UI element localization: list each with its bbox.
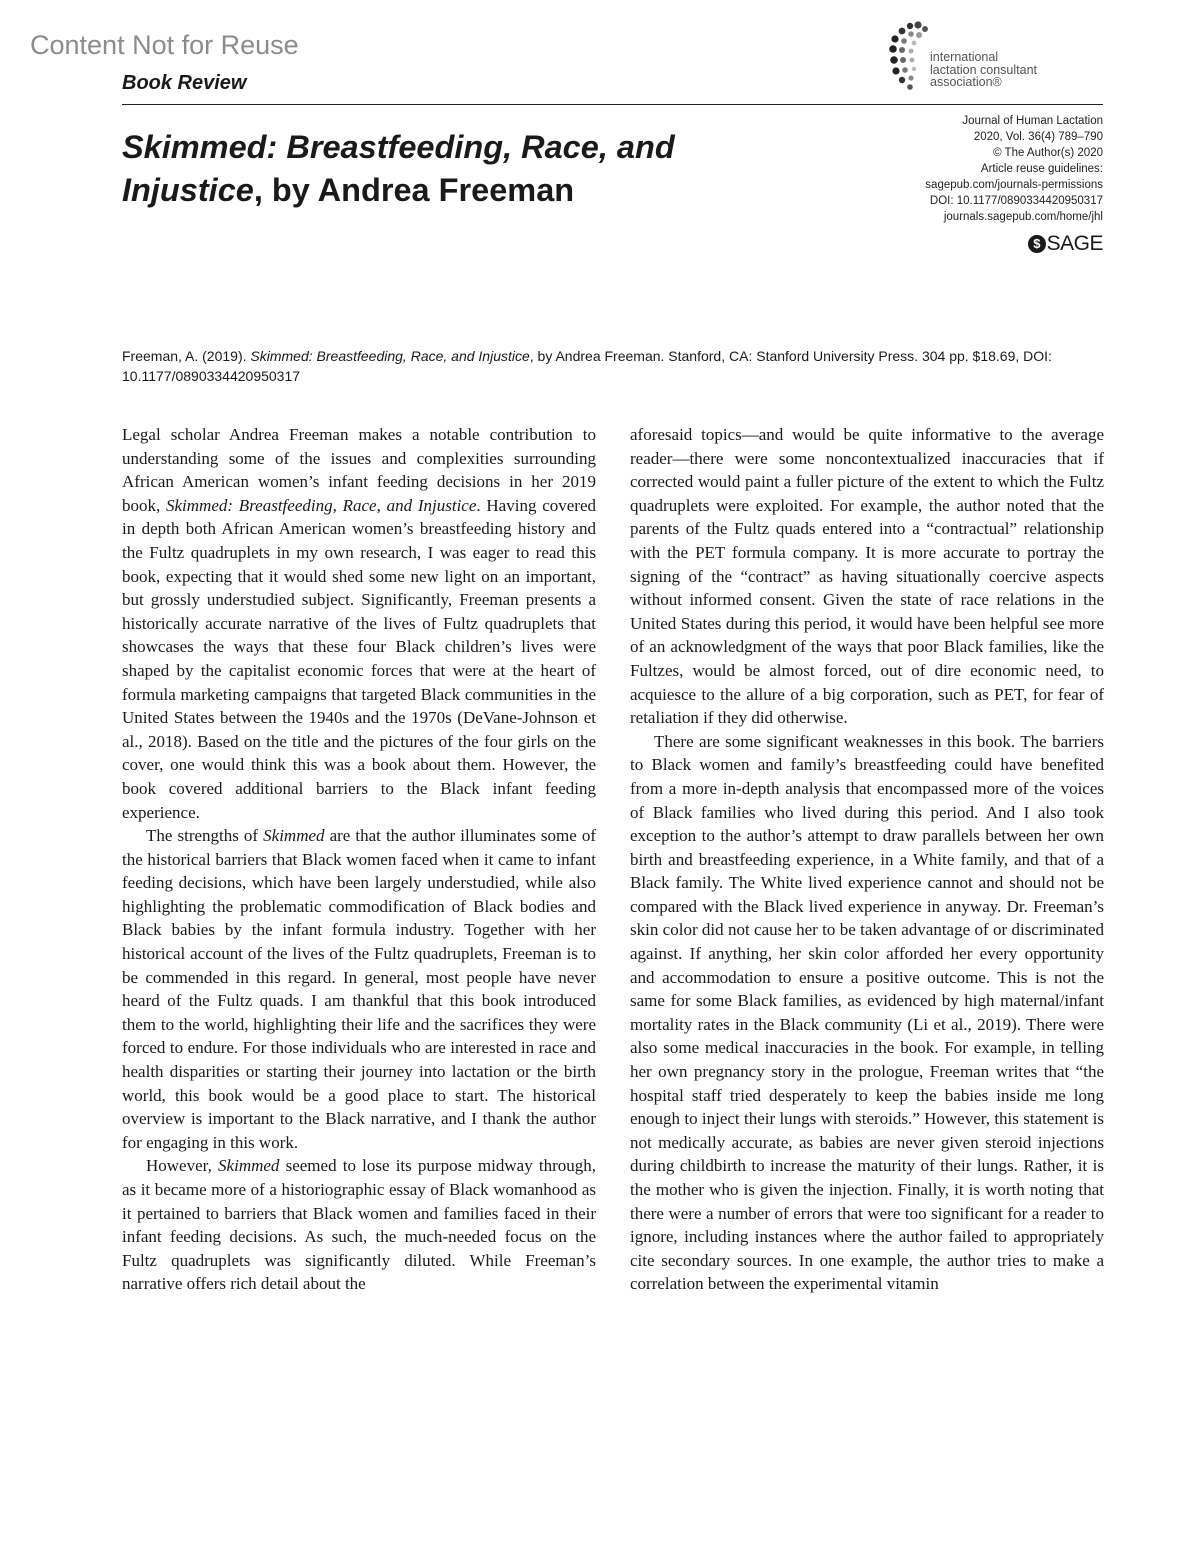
article-title <box>122 126 762 212</box>
logo-line: association® <box>930 75 1002 89</box>
journal-info <box>925 113 1103 225</box>
paragraph-text: The strengths of <box>146 826 264 846</box>
journal-info-line: journals.sagepub.com/home/jhl <box>943 211 1103 223</box>
logo-wordmark <box>930 51 1037 89</box>
journal-info-line: Article reuse guidelines: <box>980 163 1103 175</box>
paragraph-text: aforesaid topics—and would be quite informative to the average reader—there were some noncontextualized inaccuracies that if corrected would paint a fuller picture of the extent to which the Fultz quadruplets were exploited. For example, the author noted that the parents of the Fultz quads entered into a “contractual” relationship with the PET formula company. It is more accurate to portray the signing of the “contract” as having situationally coercive aspects without informed consent. Given the state of race relations in the United States during this period, it would have been helpful see more of an acknowledgment of the ways that poor Black families, like the Fultzes, would be almost forced, out of dire economic need, to acquiesce to the allure of a big corporation, such as PET, for fear of retaliation if they did otherwise. <box>630 425 1104 728</box>
sage-s-icon: $ <box>1028 235 1046 253</box>
sage-logo <box>1028 232 1103 256</box>
body-paragraph <box>122 824 596 1154</box>
journal-info-line: 2020, Vol. 36(4) 789–790 <box>973 131 1103 143</box>
watermark: Content Not for Reuse <box>30 30 299 60</box>
title-author: , by Andrea Freeman <box>253 172 575 208</box>
journal-info-line: DOI: 10.1177/0890334420950317 <box>929 195 1103 207</box>
sage-wordmark: SAGE <box>1046 232 1103 255</box>
book-citation <box>122 346 1107 386</box>
body-column-right <box>630 423 1104 1296</box>
header-rule <box>122 104 1103 105</box>
title-book-name: Skimmed: Breastfeeding, Race, and Injustice <box>122 129 675 208</box>
body-column-left <box>122 423 596 1296</box>
journal-info-line: © The Author(s) 2020 <box>993 147 1103 159</box>
citation-book-title: Skimmed: Breastfeeding, Race, and Injustice <box>250 348 530 364</box>
italic-text: Skimmed <box>218 1156 280 1176</box>
paragraph-text: . Having covered in depth both African American women’s breastfeeding history and the Fultz quadruplets in my own research, I was eager to read this book, expecting that it would shed some new light on an important, but grossly understudied subject. Significantly, Freeman presents a historically accurate narrative of the lives of Fultz quadruplets that showcases the ways that these four Black children’s lives were shaped by the capitalist economic forces that were at the heart of formula marketing campaigns that targeted Black communities in the United States between the 1940s and the 1970s (DeVane-Johnson et al., 2018). Based on the title and the pictures of the four girls on the cover, one would think this was a book about them. However, the book covered additional barriers to the Black infant feeding experience. <box>122 495 597 822</box>
italic-text: Skimmed <box>263 826 325 846</box>
body-paragraph <box>630 730 1104 1296</box>
body-paragraph <box>122 423 596 824</box>
section-label: Book Review <box>122 72 247 94</box>
journal-info-line: Journal of Human Lactation <box>962 115 1103 127</box>
ilca-logo <box>888 20 1078 92</box>
citation-publisher-info: , by Andrea Freeman. Stanford, CA: Stanford University Press. 304 pp. $18.69, DOI: 10.1177/0890334420950317 <box>122 348 1052 384</box>
citation-author-year: Freeman, A. (2019). <box>122 348 251 364</box>
journal-info-line: sagepub.com/journals-permissions <box>925 179 1103 191</box>
logo-line: international <box>930 50 999 64</box>
italic-text: Skimmed: Breastfeeding, Race, and Injustice <box>166 495 477 515</box>
body-paragraph <box>630 423 1104 730</box>
paragraph-text: seemed to lose its purpose midway through, as it became more of a historiographic essay of Black womanhood as it pertained to barriers that Black women and families faced in their infant feeding decisions. As such, the much-needed focus on the Fultz quadruplets was significantly diluted. While Freeman’s narrative offers rich detail about the <box>122 1156 596 1294</box>
paragraph-text: There are some significant weaknesses in this book. The barriers to Black women and family’s breastfeeding could have benefited from a more in-depth analysis that encompassed more of the voices of Black families who lived during this period. And I also took exception to the author’s attempt to draw parallels between her own birth and breastfeeding experience, in a White family, and that of a Black family. The White lived experience cannot and should not be compared with the Black lived experience in anyway. Dr. Freeman’s skin color did not cause her to be taken advantage of or discriminated against. If anything, her skin color afforded her every opportunity and accommodation to ensure a positive outcome. This is not the same for some Black families, as evidenced by high maternal/infant mortality rates in the Black community (Li et al., 2019). There were also some medical inaccuracies in the book. For example, in telling her own pregnancy story in the prologue, Freeman writes that “the hospital staff tried desperately to keep the babies inside me long enough to inject their lungs with steroids.” However, this statement is not medically accurate, as babies are never given steroid injections during childbirth to increase the maturity of their lungs. Rather, it is the mother who is given the injection. Finally, it is worth noting that there were a number of errors that were too significant for a reader to ignore, including instances where the author failed to appropriately cite secondary sources. In one example, the author tries to make a correlation between the experimental vitamin <box>630 731 1104 1294</box>
paragraph-text: Legal scholar Andrea Freeman makes a notable contribution to understanding some of the issues and complexities surrounding African American women’s infant feeding decisions in her 2019 book, <box>122 425 596 515</box>
body-paragraph <box>122 1154 596 1296</box>
paragraph-text: However, <box>146 1156 219 1176</box>
paragraph-text: are that the author illuminates some of the historical barriers that Black women faced when it came to infant feeding decisions, which have been largely understudied, while also highlighting the problematic commodification of Black bodies and Black babies by the infant formula industry. Together with her historical account of the lives of the Fultz quadruplets, Freeman is to be commended in this regard. In general, most people have never heard of the Fultz quads. I am thankful that this book introduced them to the world, highlighting their life and the sacrifices they were forced to endure. For those individuals who are interested in race and health disparities or starting their journey into lactation or the birth world, this book would be a good place to start. The historical overview is important to the Black narrative, and I thank the author for engaging in this work. <box>122 826 596 1152</box>
dot-cluster-icon <box>888 20 928 92</box>
logo-line: lactation consultant <box>930 62 1038 77</box>
